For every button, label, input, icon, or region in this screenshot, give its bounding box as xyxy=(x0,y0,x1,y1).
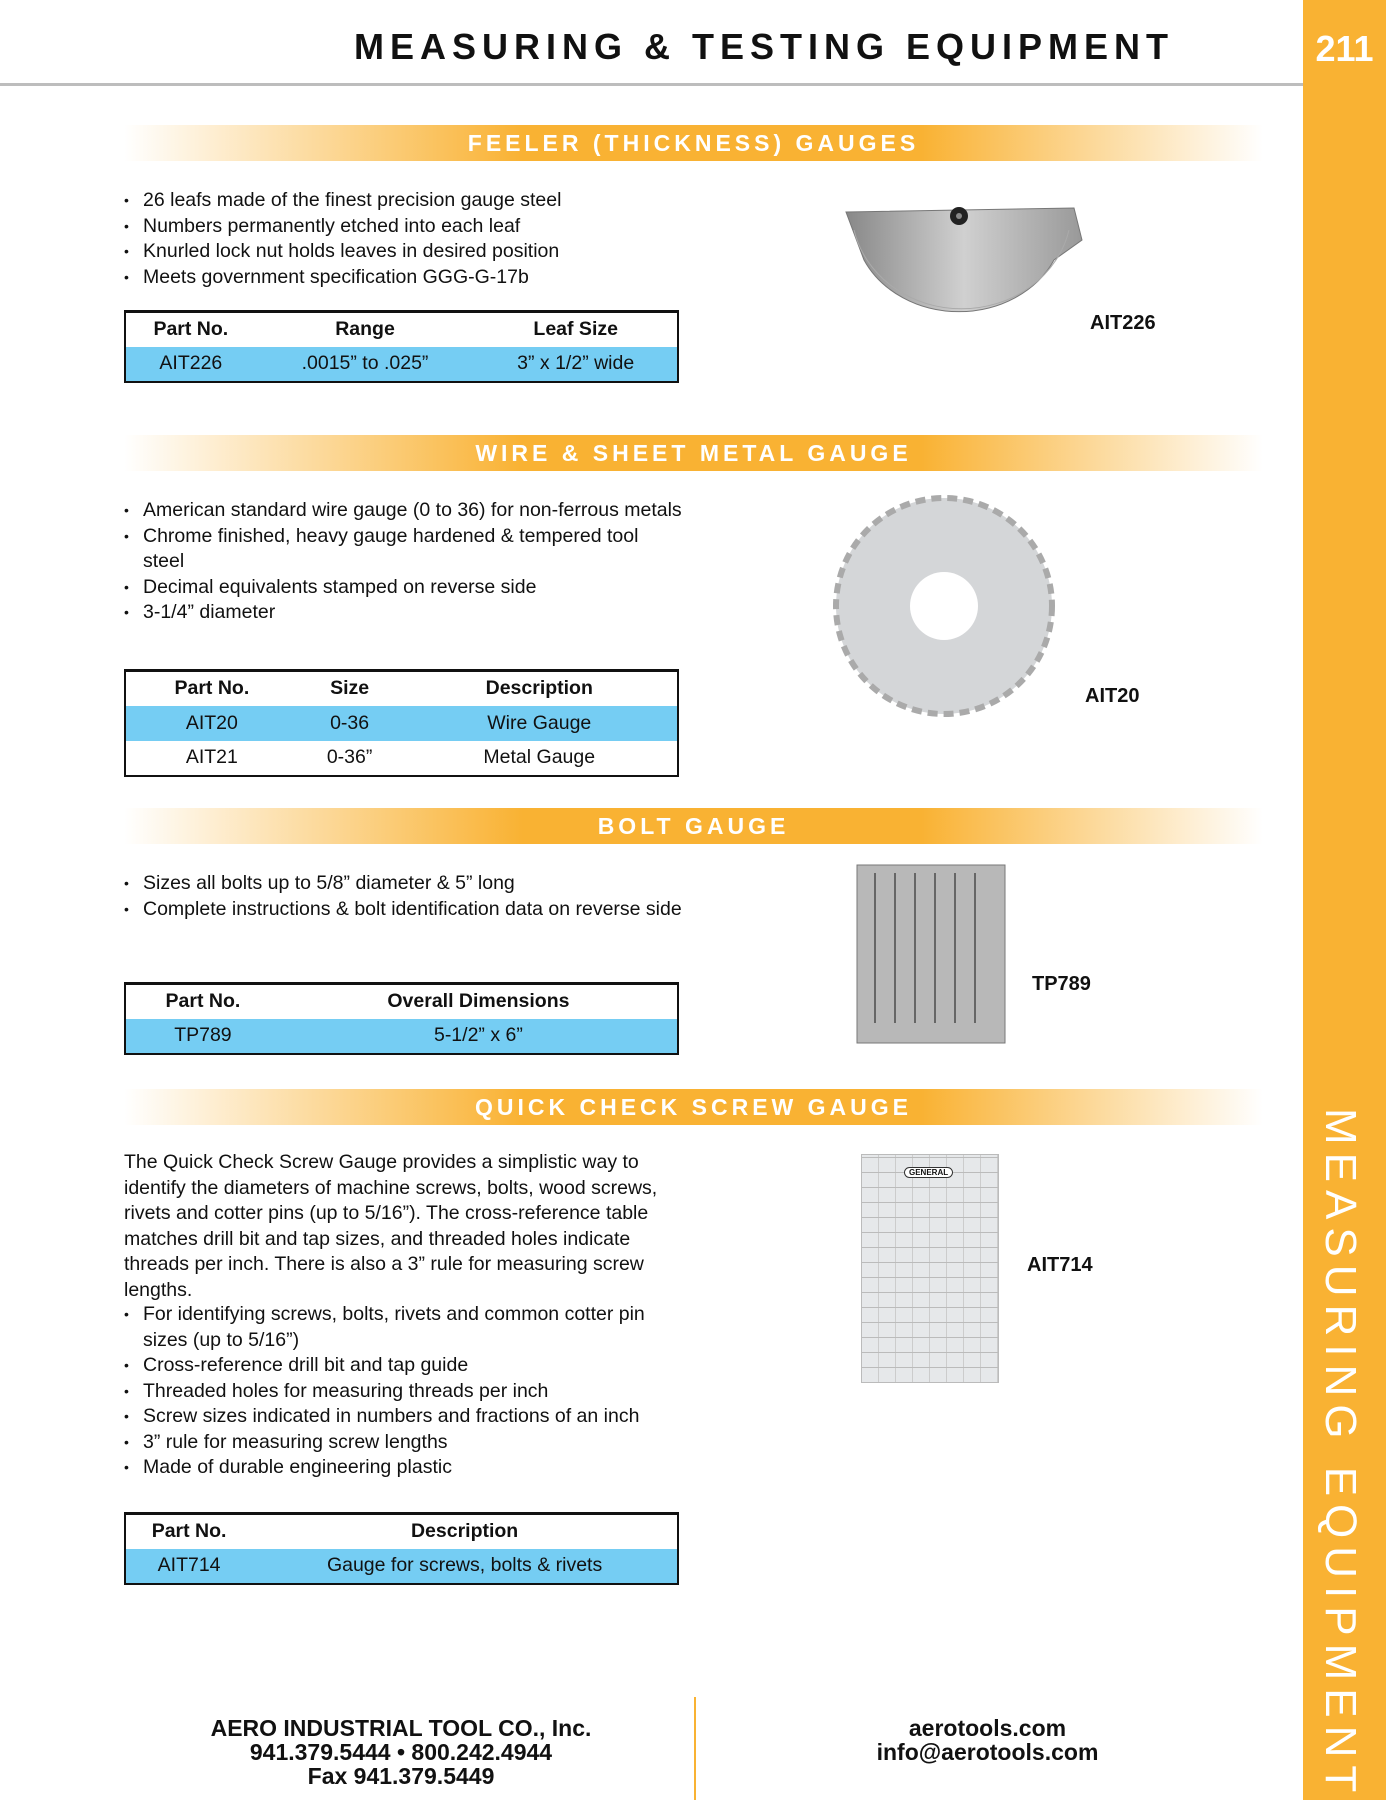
page-title: MEASURING & TESTING EQUIPMENT xyxy=(353,26,1175,67)
bullet: • Chrome finished, heavy gauge hardened & tempered tool steel xyxy=(124,524,684,575)
header-cell: Part No. xyxy=(151,1520,227,1543)
footer-divider xyxy=(694,1697,696,1800)
feeler-bullets xyxy=(124,188,694,290)
cell: TP789 xyxy=(125,1019,280,1054)
section-banner-bolt: BOLT GAUGE xyxy=(124,808,1263,844)
cell: Metal Gauge xyxy=(483,746,596,768)
cell: 5-1/2” x 6” xyxy=(280,1019,678,1054)
header-cell: Leaf Size xyxy=(533,318,618,341)
screw-gauge-image xyxy=(861,1154,999,1383)
section-banner-feeler: FEELER (THICKNESS) GAUGES xyxy=(124,125,1263,161)
cell: .0015” to .025” xyxy=(256,347,475,382)
table-row xyxy=(125,1549,678,1584)
footer-company-block xyxy=(150,1716,652,1788)
cell: Gauge for screws, bolts & rivets xyxy=(252,1549,678,1584)
screw-bullets xyxy=(124,1302,694,1481)
bullet: • Sizes all bolts up to 5/8” diameter & 5” long xyxy=(124,871,684,897)
header-cell: Part No. xyxy=(165,990,241,1013)
bullet: • Complete instructions & bolt identification data on reverse side xyxy=(124,897,684,923)
website-link[interactable]: aerotools.com xyxy=(908,1715,1067,1741)
page-number: 211 xyxy=(1315,28,1374,69)
table-row xyxy=(125,1019,678,1054)
side-title: MEASURING EQUIPMENT xyxy=(1316,1108,1365,1800)
company-name: AERO INDUSTRIAL TOOL CO., Inc. xyxy=(210,1715,592,1741)
bullet: • 3-1/4” diameter xyxy=(124,600,684,626)
bolt-bullets xyxy=(124,871,684,922)
cell: Wire Gauge xyxy=(402,706,679,741)
table-row xyxy=(125,741,678,776)
cell: 0-36 xyxy=(298,706,402,741)
bullet: • Screw sizes indicated in numbers and fractions of an inch xyxy=(124,1404,694,1430)
header-divider xyxy=(0,83,1303,86)
header-cell: Part No. xyxy=(153,318,229,341)
cell: AIT20 xyxy=(125,706,298,741)
bullet: • Meets government specification GGG-G-17b xyxy=(124,265,694,291)
cell: AIT21 xyxy=(185,746,238,768)
phone-numbers: 941.379.5444 • 800.242.4944 xyxy=(249,1739,553,1765)
cell: 0-36” xyxy=(326,746,373,768)
cell: AIT714 xyxy=(125,1549,252,1584)
product-label: AIT226 xyxy=(1090,312,1156,334)
bullet: • 3” rule for measuring screw lengths xyxy=(124,1430,694,1456)
header-cell: Overall Dimensions xyxy=(387,990,570,1013)
footer-contact-block xyxy=(800,1716,1175,1764)
header-cell: Description xyxy=(410,1520,519,1543)
product-label: TP789 xyxy=(1032,973,1091,995)
bullet: • Cross-reference drill bit and tap guide xyxy=(124,1353,694,1379)
section-banner-wire: WIRE & SHEET METAL GAUGE xyxy=(124,435,1263,471)
table-row xyxy=(125,347,678,382)
gauge-brand-text: GENERAL xyxy=(904,1167,953,1178)
bullet: • American standard wire gauge (0 to 36) for non-ferrous metals xyxy=(124,498,684,524)
bullet: • 26 leafs made of the finest precision gauge steel xyxy=(124,188,694,214)
wire-table xyxy=(124,669,679,777)
product-label: AIT20 xyxy=(1085,685,1140,707)
bolt-table xyxy=(124,982,679,1055)
screw-description: The Quick Check Screw Gauge provides a simplistic way to identify the diameters of machine screws, bolts, wood screws, rivets and cotter pins (up to 5/16”). The cross-reference table matches drill bit and tap sizes, and threaded holes indicate threads per inch. There is also a 3” rule for measuring screw lengths. xyxy=(124,1151,658,1301)
wire-bullets xyxy=(124,498,684,626)
header-cell: Size xyxy=(330,677,370,700)
header-cell: Description xyxy=(485,677,593,700)
bullet: • Threaded holes for measuring threads per inch xyxy=(124,1379,694,1405)
fax-number: Fax 941.379.5449 xyxy=(307,1763,495,1789)
screw-table xyxy=(124,1512,679,1585)
table-row xyxy=(125,706,678,741)
bullet: • Decimal equivalents stamped on reverse side xyxy=(124,575,684,601)
product-label: AIT714 xyxy=(1027,1254,1093,1276)
bullet: • Numbers permanently etched into each leaf xyxy=(124,214,694,240)
bullet: • Knurled lock nut holds leaves in desired position xyxy=(124,239,694,265)
feeler-table xyxy=(124,310,679,383)
section-banner-screw: QUICK CHECK SCREW GAUGE xyxy=(124,1089,1263,1125)
feeler-gauge-image xyxy=(844,200,1089,340)
bullet: • Made of durable engineering plastic xyxy=(124,1455,694,1481)
header-cell: Range xyxy=(335,318,395,341)
cell: AIT226 xyxy=(125,347,256,382)
bolt-gauge-image xyxy=(855,863,1007,1045)
cell: 3” x 1/2” wide xyxy=(474,347,678,382)
email-link[interactable]: info@aerotools.com xyxy=(876,1739,1099,1765)
wire-gauge-image xyxy=(832,494,1057,719)
bullet: • For identifying screws, bolts, rivets and common cotter pin sizes (up to 5/16”) xyxy=(124,1302,694,1353)
header-cell: Part No. xyxy=(174,677,250,700)
